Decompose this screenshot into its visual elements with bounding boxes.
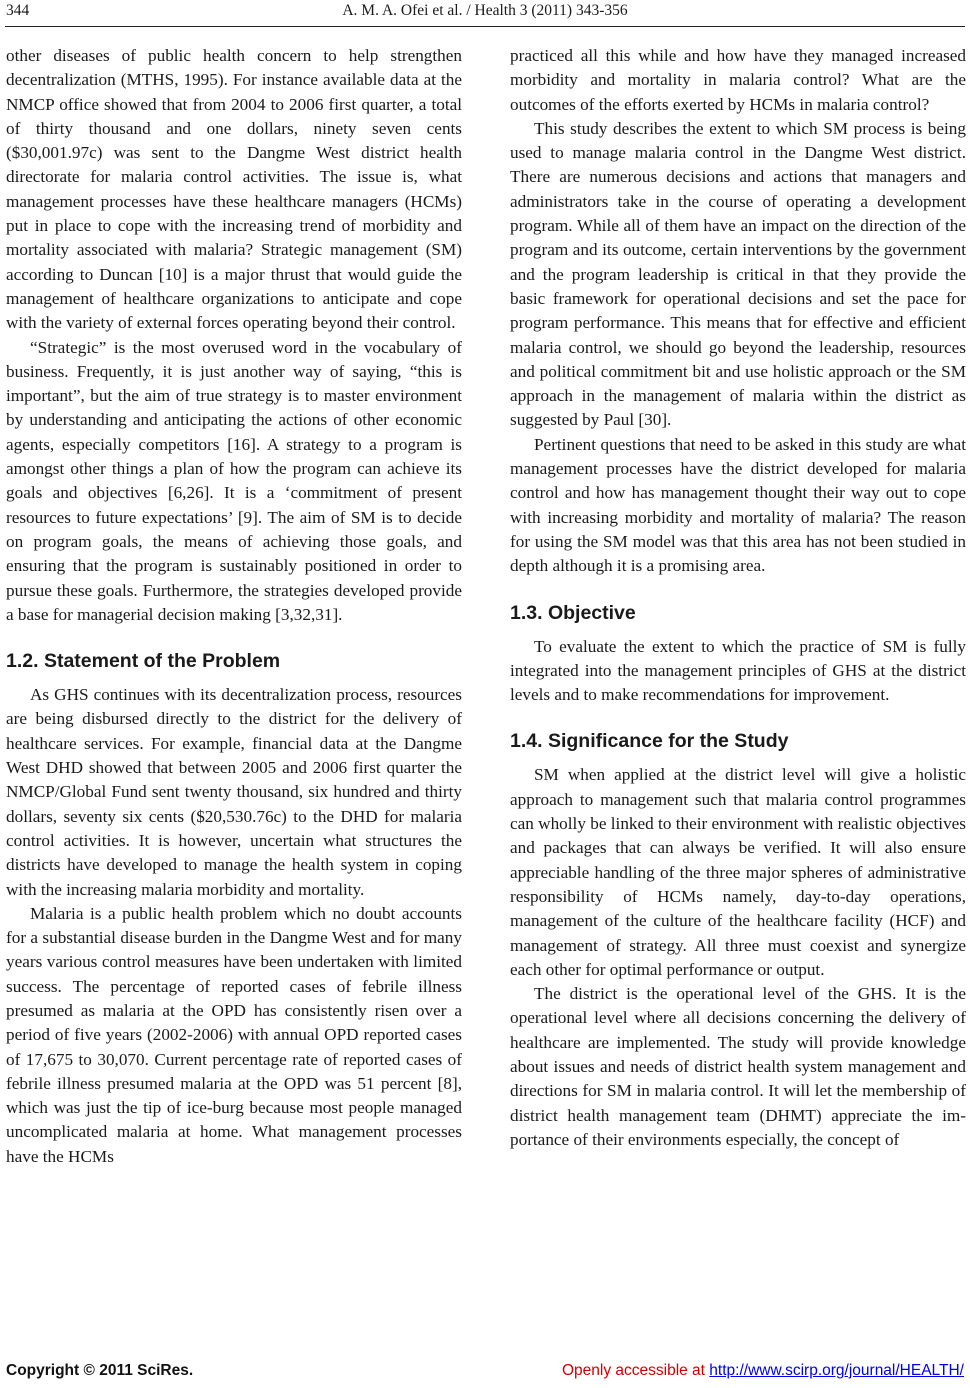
journal-link[interactable]: http://www.scirp.org/journal/HEALTH/ <box>709 1362 964 1379</box>
paragraph: “Strategic” is the most overused word in the vocabulary of business. Frequently, it is just another way of saying, “this is important”, but the aim of true strategy is to master environment by understanding and anticipating the actions of other economic agents, especially competitors [16]. A strategy to a program is amongst other things a plan of how the program can achieve its goals and objectives [6,26]. It is a ‘commitment of present resources to future expectations’ [9]. The aim of SM is to decide on program goals, the means of achieving those goals, and ensuring that the program is sustainably positioned in order to pursue these goals. Furthermore, the strategies developed provide a base for managerial decision making [3,32,31]. <box>6 337 462 624</box>
page-footer <box>6 1362 964 1384</box>
paragraph: Pertinent questions that need to be asked in this study are what management processes have the district developed for malaria control and how has management thought their way out to cope with increasing morbidity and mortality of malaria? The reason for using the SM model was that this area has not been studied in depth although it is a promising area. <box>510 434 966 576</box>
right-column <box>510 44 966 1152</box>
paragraph: As GHS continues with its decentralization process, resources are being disbursed directly to the district for the delivery of healthcare services. For example, financial data at the Dangme West DHD showed that between 2005 and 2006 first quarter the NMCP/Global Fund sent twenty thousand, six hundred and thirty dollars, seventy six cents ($20,530.76c) to the DHD for malaria control activities. It is however, uncertain what structures the districts have developed to manage the health system in coping with the increasing malaria morbidity and mortality. <box>6 685 462 899</box>
paragraph: The district is the operational level of the GHS. It is the operational level where all decisions concerning the delivery of healthcare are implemented. The study will provide knowledge about issues and needs of district health system management and directions for SM in malaria control. It will let the membership of district health management team (DHMT) appreciate the importance of their environments especially, the concept of <box>510 984 966 1149</box>
paragraph: SM when applied at the district level will give a holistic approach to management such that malaria control programmes can wholly be linked to their environment with realistic objectives and packages that can always be verified. It will also ensure appreciable handling of the three major spheres of administrative responsibility of HCMs namely, day-to-day operations, management of the culture of the healthcare facility (HCF) and management of strategy. All three must coexist and synergize each other for optimal performance or output. <box>510 765 966 979</box>
page-header <box>0 2 970 24</box>
header-rule <box>5 26 965 27</box>
copyright-notice: Copyright © 2011 SciRes. <box>6 1362 194 1379</box>
left-column <box>6 44 462 1169</box>
page-number: 344 <box>6 2 30 19</box>
open-access-notice <box>562 1362 964 1380</box>
section-heading-significance: 1.4. Significance for the Study <box>510 730 789 753</box>
running-title: A. M. A. Ofei et al. / Health 3 (2011) 343-356 <box>342 2 628 19</box>
paragraph: practiced all this while and how have they managed increased morbidity and mortality in malaria control? What are the outcomes of the efforts exerted by HCMs in malaria control? <box>510 46 966 114</box>
open-access-label: Openly accessible at <box>561 1362 710 1379</box>
paragraph: other diseases of public health concern to help strengthen decentralization (MTHS, 1995). For instance available data at the NMCP office showed that from 2004 to 2006 first quarter, a total of thirty thousand and one dollars, ninety seven cents ($30,001.97c) was sent to the Dangme West district health directorate for malaria control activities. The issue is, what management processes have these healthcare managers (HCMs) put in place to cope with the increasing trend of morbidity and mortality associated with malaria? Strategic management (SM) according to Duncan [10] is a major thrust that would guide the management of healthcare organizations to anticipate and cope with the variety of external forces operating beyond their control. <box>6 46 462 333</box>
paragraph: To evaluate the extent to which the practice of SM is fully integrated into the management principles of GHS at the district levels and to make recommendations for improvement. <box>510 636 966 705</box>
paragraph: Malaria is a public health problem which no doubt accounts for a substantial disease burden in the Dangme West and for many years various control measures have been undertaken with limited success. The percentage of reported cases of febrile illness presumed as malaria at the OPD has consistently risen over a period of five years (2002-2006) with annual OPD reported cases of 17,675 to 30,070. Current percentage rate of reported cases of febrile illness presumed malaria at the OPD was 51 percent [8], which was just the tip of ice-burg because most people managed uncomplicated malaria at home. What management processes have the HCMs <box>6 903 462 1166</box>
section-heading-objective: 1.3. Objective <box>510 601 636 624</box>
section-heading-problem: 1.2. Statement of the Problem <box>6 650 281 673</box>
paragraph: This study describes the extent to which SM process is being used to manage malaria control in the Dangme West district. There are numerous decisions and actions that managers and administrators take in the course of operating a development program. While all of them have an impact on the direction of the program and its outcome, certain interventions by the government and the program leadership is critical in that they provide the basic framework for operational decisions and set the pace for program performance. This means that for effective and efficient malaria control, we should go beyond the leadership, resources and political commitment bit and use holistic approach or the SM approach in the management of malaria within the district as suggested by Paul [30]. <box>510 118 966 430</box>
